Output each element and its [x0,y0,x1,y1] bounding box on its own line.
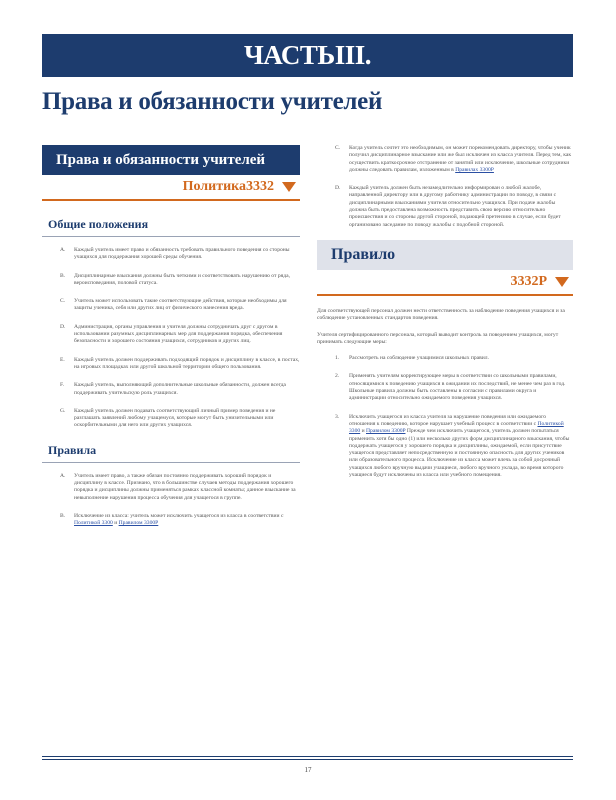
item-marker: F. [60,382,65,389]
policy-code-line [42,175,300,201]
item-marker: A. [60,472,66,479]
policy-link[interactable]: Политикой 3300 [349,420,564,435]
item-body: Исключение из класса: учитель может исключить учащегося из класса в соответствии с [74,512,284,519]
triangle-down-icon [555,277,569,287]
item-marker: 2. [335,373,340,380]
item-body: Каждый учитель должен подавать соответствующий личный пример поведения и не разглашать заявлений любому учащемуся, которые могут быть унизительными или оскорбительными для него или других учащихся. [74,407,276,429]
item-body: Исключить учащегося из класса учителя за нарушение поведения или ожидаемого отношения к поведению, которое нарушает учебный процесс в соответствии с [349,413,547,427]
item-body: Каждый учитель должен быть незамедлительно информирован о любой жалобе, направленной директору или в другому работнику администрации по поводу, в связи с дисциплинарными взысканиями учителя относительно учащихся. При подаче жалобы должна быть предоставлена возможность представить свою версию относительно происшествия и со стороны другой стороной, подающей претензию в случае, если будет организовано заседание по поводу жалобы с подобной стороной. [349,185,561,228]
item-body: Администрация, органы управления и учителя должны сотрудничать друг с другом в использовании разумных дисциплинарных мер для поддержания порядка, обеспечения безопасности и хорошего состояния учащихся, сотрудников и других лиц. [74,323,283,345]
list-item [42,408,300,430]
list-item [42,473,300,502]
policy-link[interactable]: Политикой 3300 [74,520,113,527]
item-text [349,355,573,362]
item-body: Применять учителям корректирующее меры в соответствии со школьными правилами, относящимися к поведению учащихся в ожидании их последствий, не менее чем раз в год. Школьные правила должны быть составлены в согласии с правилами округа и администрации относительно ожидаемого поведения учащихся. [349,373,566,402]
rule-link[interactable]: Правилом 3300P [366,428,406,435]
item-body-continued: Прежде чем исключить учащегося, учитель должен попытаться применить хотя бы одно (1) или несколько других форм дисциплинарного взыскания, чтобы поддержать учащегося у хорошего порядка и дисциплины, ожидаемой, если присутствие учащегося представляет непосредственную и постоянную опасность для других учеников или образовательного процесса. Исключение из класса может влечь за собой досрочный учащихся любого вручную выдачи учащиеся, любого вручного уклада, во время которого учащиеся будут исключены из класса или учебного помещения. [349,428,570,479]
list-item [317,145,573,174]
list-item [317,414,573,480]
list-item [317,185,573,229]
list-item [317,373,573,402]
item-marker: E. [60,356,65,363]
left-column [42,145,300,539]
list-item [42,298,300,313]
item-body: Каждый учитель имеет право и обязанность требовать правильного поведения со стороны учащихся для поддержания хорошей среды обучения. [74,247,290,261]
item-text [74,324,300,346]
rule-numbered-list [317,355,573,479]
item-text [74,247,300,262]
item-marker: D. [335,185,341,192]
item-marker: C. [335,145,341,151]
item-text [74,513,300,528]
item-text [349,185,573,229]
item-text [74,408,300,430]
footer-divider [42,759,573,760]
rule-link[interactable]: Правилом 3300P [118,520,159,527]
item-text [349,373,573,402]
link-conjunction: и [361,428,365,435]
item-text [74,382,300,397]
rules-list [42,473,300,528]
list-item [42,273,300,288]
list-item [42,247,300,262]
triangle-down-icon [282,182,296,192]
item-marker: 1. [335,355,340,362]
item-text [74,357,300,372]
list-item [317,355,573,362]
item-body: Каждый учитель, выполняющий дополнительные школьные обязанности, должен всегда поддерживать учительскую роль учащихся. [74,382,286,396]
link-conjunction: и [114,520,118,527]
rule-intro-1: Для соответствующей персонал должен нести ответственность за наблюдение поведения учащихся и за соблюдение установленных стандартов поведения. [317,307,565,322]
item-body: Рассмотреть на соблюдение учащимися школьных правил. [349,355,489,362]
general-provisions-list [42,247,300,430]
rule-code-line [317,270,573,296]
item-text [349,414,573,480]
list-item [42,513,300,528]
policy-code: Политика3332 [182,179,274,194]
page-title: Права и обязанности учителей [42,88,383,115]
right-column [317,145,573,490]
right-items-list [317,145,573,229]
item-marker: G. [60,407,66,414]
list-item [42,357,300,372]
item-text [74,298,300,313]
item-body: Каждый учитель должен поддерживать подходящий порядок и дисциплину в классе, в постах, на игровых площадках или другой школьной территории общего пользования. [74,356,300,370]
rules-heading: Правила [42,441,300,463]
section-title-bar: Права и обязанности учителей [42,145,300,175]
item-body: Учитель имеет право, а также обязан постоянно поддерживать хороший порядок и дисциплину в классе. Признано, что в большинстве случаев методы поддержания хорошего порядка и дисциплины должны применяться рамках классной комнаты; данное взыскание за невыполнение нарушения процесса обучения для учащегося в группе. [74,472,296,501]
policy-link[interactable]: Правилах 3300P [455,166,494,173]
item-body: Дисциплинарные взыскания должны быть четкими и соответствовать нарушению от ряда, вероисповедания, половой статуса. [74,272,290,286]
item-marker: B. [60,272,66,279]
item-marker: B. [60,512,66,519]
item-text [349,145,573,174]
item-body: Когда учитель сочтет это необходимым, он может порекомендовать директору, чтобы ученик получил дисциплинарное взыскание или же был исключен из класса учителя. Перед тем, как осуществить краткосрочное отстранение от занятий или исключение, школьные сотрудники должны следовать правилам, изложенным в [349,145,572,173]
page-number: 17 [304,766,312,774]
item-marker: 3. [335,413,340,420]
item-text [74,473,300,502]
rule-intro-2: Учителя сертифицированного персонала, который выводит контроль за поведением учащихся, могут принимать следующие меры: [317,331,559,345]
rule-section-bar: Правило [317,240,573,270]
item-marker: C. [60,298,66,305]
part-banner: ЧАСТЬIII. [42,34,573,77]
item-body: Учитель может использовать такие соответствующие действия, которые необходимы для защиты ученика, себя или других лиц от физического нанесения вреда. [74,298,287,312]
item-text [74,273,300,288]
list-item [42,324,300,346]
list-item [42,382,300,397]
footer-divider [42,756,573,757]
item-marker: D. [60,323,66,330]
rule-code: 3332P [510,273,547,289]
item-marker: A. [60,247,66,253]
general-provisions-heading: Общие положения [42,215,300,237]
